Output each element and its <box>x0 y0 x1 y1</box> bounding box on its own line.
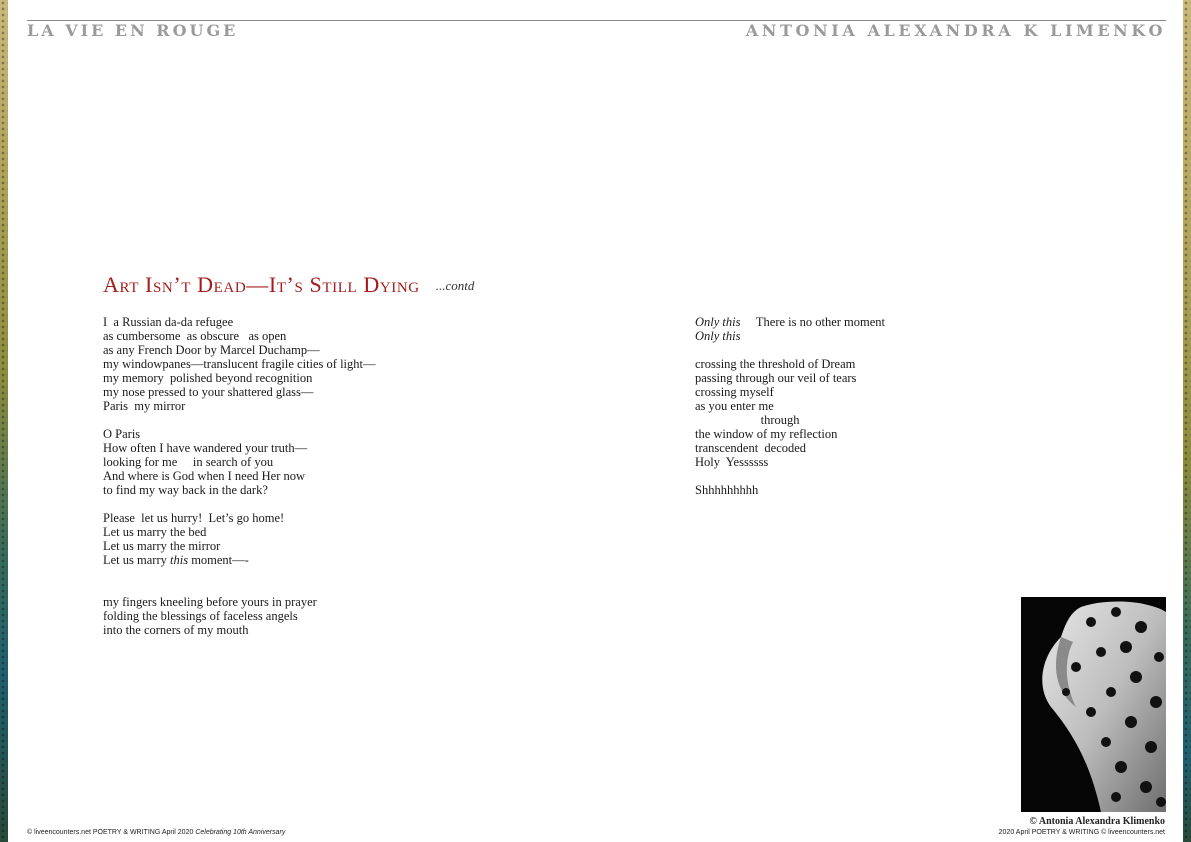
poem-line: through <box>695 413 800 427</box>
footer-left <box>27 829 285 836</box>
poem-column-left <box>103 315 523 637</box>
poem-line: my windowpanes—translucent fragile cities of light— <box>103 357 376 371</box>
author-name-header: ANTONIA ALEXANDRA K LIMENKO <box>745 21 1166 40</box>
poem-line: Let us marry the bed <box>103 525 207 539</box>
poem-line: as cumbersome as obscure as open <box>103 329 287 343</box>
poem-line: my fingers kneeling before yours in prayer <box>103 595 317 609</box>
poem-line <box>695 315 995 329</box>
poem-line: O Paris <box>103 427 141 441</box>
poem-line: as any French Door by Marcel Duchamp— <box>103 343 320 357</box>
stanza-break <box>695 469 995 483</box>
stanza-break <box>103 497 523 511</box>
stanza-break <box>103 567 523 581</box>
decorative-left-border <box>0 0 8 842</box>
poem-line: Holy Yessssss <box>695 455 769 469</box>
footer-left-text: © liveencounters.net POETRY & WRITING April 2020 <box>27 829 196 836</box>
poem-line: to find my way back in the dark? <box>103 483 268 497</box>
poem-line: my memory polished beyond recognition <box>103 371 313 385</box>
poem-line <box>695 329 995 343</box>
artwork-photo <box>1021 597 1166 812</box>
poem-line: I a Russian da-da refugee <box>103 315 234 329</box>
poem-line-emphasis: Only this <box>695 329 741 343</box>
poem-line: my nose pressed to your shattered glass— <box>103 385 314 399</box>
stanza-break <box>103 413 523 427</box>
footer-right: 2020 April POETRY & WRITING © liveencounters.net <box>998 829 1165 836</box>
poem-line: the window of my reflection <box>695 427 838 441</box>
polka-dot-fabric-image <box>1021 597 1166 812</box>
stanza-break <box>103 581 523 595</box>
poem-line-emphasis: Only this <box>695 315 741 329</box>
poem-line-text: There is no other moment <box>740 315 886 329</box>
poem-line: folding the blessings of faceless angels <box>103 609 298 623</box>
photo-credit: © Antonia Alexandra Klimenko <box>1029 816 1165 827</box>
poem-title-text: Art Isn’t Dead—It’s Still Dying <box>103 272 420 297</box>
poem-line-text: Let us marry <box>103 553 170 567</box>
poem-line: And where is God when I need Her now <box>103 469 306 483</box>
poem-line: into the corners of my mouth <box>103 623 249 637</box>
decorative-right-border <box>1183 0 1191 842</box>
poem-line: Paris my mirror <box>103 399 186 413</box>
poem-line: Let us marry the mirror <box>103 539 221 553</box>
footer-anniversary: Celebrating 10th Anniversary <box>195 829 286 836</box>
poem-line: crossing myself <box>695 385 774 399</box>
poem-line: as you enter me <box>695 399 774 413</box>
poem-title <box>103 272 474 298</box>
poem-line: Shhhhhhhhh <box>695 483 759 497</box>
poem-line: looking for me in search of you <box>103 455 274 469</box>
poem-line: transcendent decoded <box>695 441 807 455</box>
poem-column-right <box>695 315 995 497</box>
poem-line-emphasis: this <box>170 553 189 567</box>
poem-line <box>103 553 523 567</box>
stanza-break <box>695 343 995 357</box>
poem-line: passing through our veil of tears <box>695 371 857 385</box>
poem-line: Please let us hurry! Let’s go home! <box>103 511 285 525</box>
poem-line: crossing the threshold of Dream <box>695 357 856 371</box>
magazine-section-title: LA VIE EN ROUGE <box>27 21 239 40</box>
poem-line: How often I have wandered your truth— <box>103 441 308 455</box>
poem-line-text: moment—- <box>188 553 249 567</box>
continued-marker: ...contd <box>435 278 475 293</box>
